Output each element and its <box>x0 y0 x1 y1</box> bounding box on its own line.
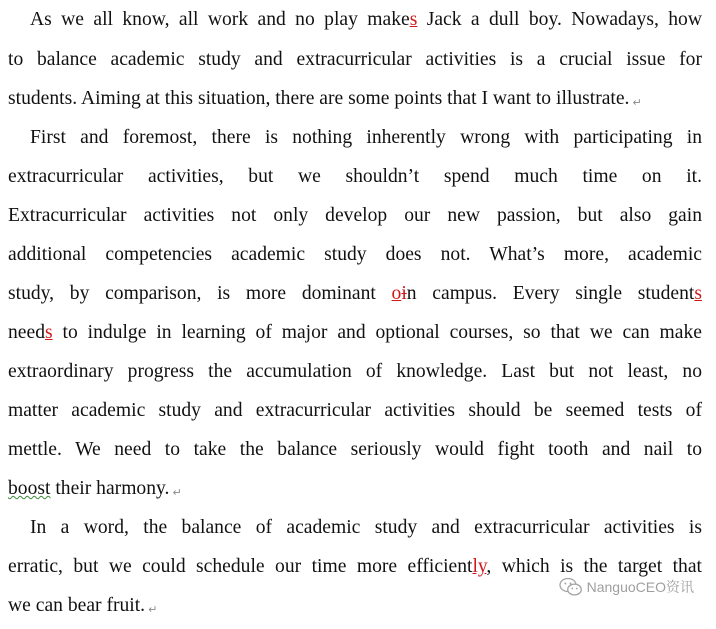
inserted-text: s <box>45 322 53 343</box>
paragraph-2-line-9 <box>8 430 702 469</box>
paragraph-2-line-2 <box>8 157 702 196</box>
spellcheck-flagged-word: boost <box>8 478 51 499</box>
text-run: Jack a dull boy. Nowadays, how <box>417 9 702 30</box>
text-run: study, by comparison, is more dominant <box>8 283 392 304</box>
text-run: First and foremost, there is nothing inherently wrong with participating in <box>30 127 702 148</box>
inserted-text: ly <box>472 556 487 577</box>
inserted-text: s <box>694 283 702 304</box>
paragraph-2-line-10 <box>8 469 702 508</box>
paragraph-2-line-6 <box>8 313 702 352</box>
text-run: to indulge in learning of major and optional courses, so that we can make <box>52 322 702 343</box>
text-run: erratic, but we could schedule our time more efficient <box>8 556 473 577</box>
paragraph-2-line-8 <box>8 391 702 430</box>
text-run: we can bear fruit. <box>8 595 146 616</box>
text-run: mettle. We need to take the balance seriously would fight tooth and nail to <box>8 439 702 460</box>
watermark <box>559 577 694 597</box>
inserted-text: s <box>409 9 418 30</box>
paragraph-2-line-7 <box>8 352 702 391</box>
paragraph-1-line-2 <box>8 40 702 79</box>
text-run: their harmony. <box>50 478 170 499</box>
text-run: In a word, the balance of academic study and extracurricular activities is <box>30 517 702 538</box>
inserted-text: o <box>391 283 402 304</box>
paragraph-1-line-1 <box>8 0 702 40</box>
paragraph-mark-icon: ↵ <box>148 603 158 616</box>
paragraph-2-line-3 <box>8 196 702 235</box>
text-run: need <box>8 322 45 343</box>
text-run: to balance academic study and extracurricular activities is a crucial issue for <box>8 49 702 70</box>
paragraph-2-line-5 <box>8 274 702 313</box>
text-run: , which is the target that <box>486 556 702 577</box>
paragraph-3-line-1 <box>8 508 702 547</box>
paragraph-2-line-1 <box>8 118 702 157</box>
deleted-text: i <box>401 283 407 304</box>
document-body <box>8 0 702 625</box>
watermark-text: NanguoCEO资讯 <box>586 579 694 595</box>
text-run: matter academic study and extracurricular activities should be seemed tests of <box>8 400 702 421</box>
paragraph-mark-icon: ↵ <box>632 96 642 109</box>
text-run: Extracurricular activities not only develop our new passion, but also gain <box>8 205 702 226</box>
paragraph-1-line-3 <box>8 79 702 118</box>
text-run: extraordinary progress the accumulation of knowledge. Last but not least, no <box>8 361 702 382</box>
paragraph-2-line-4 <box>8 235 702 274</box>
text-run: As we all know, all work and no play make <box>30 9 410 30</box>
wechat-icon <box>559 577 583 597</box>
paragraph-mark-icon: ↵ <box>172 486 182 499</box>
text-run: additional competencies academic study does not. What’s more, academic <box>8 244 702 265</box>
text-run: students. Aiming at this situation, there are some points that I want to illustrate. <box>8 88 630 109</box>
text-run: n campus. Every single student <box>406 283 695 304</box>
text-run: extracurricular activities, but we shouldn’t spend much time on it. <box>8 166 702 187</box>
